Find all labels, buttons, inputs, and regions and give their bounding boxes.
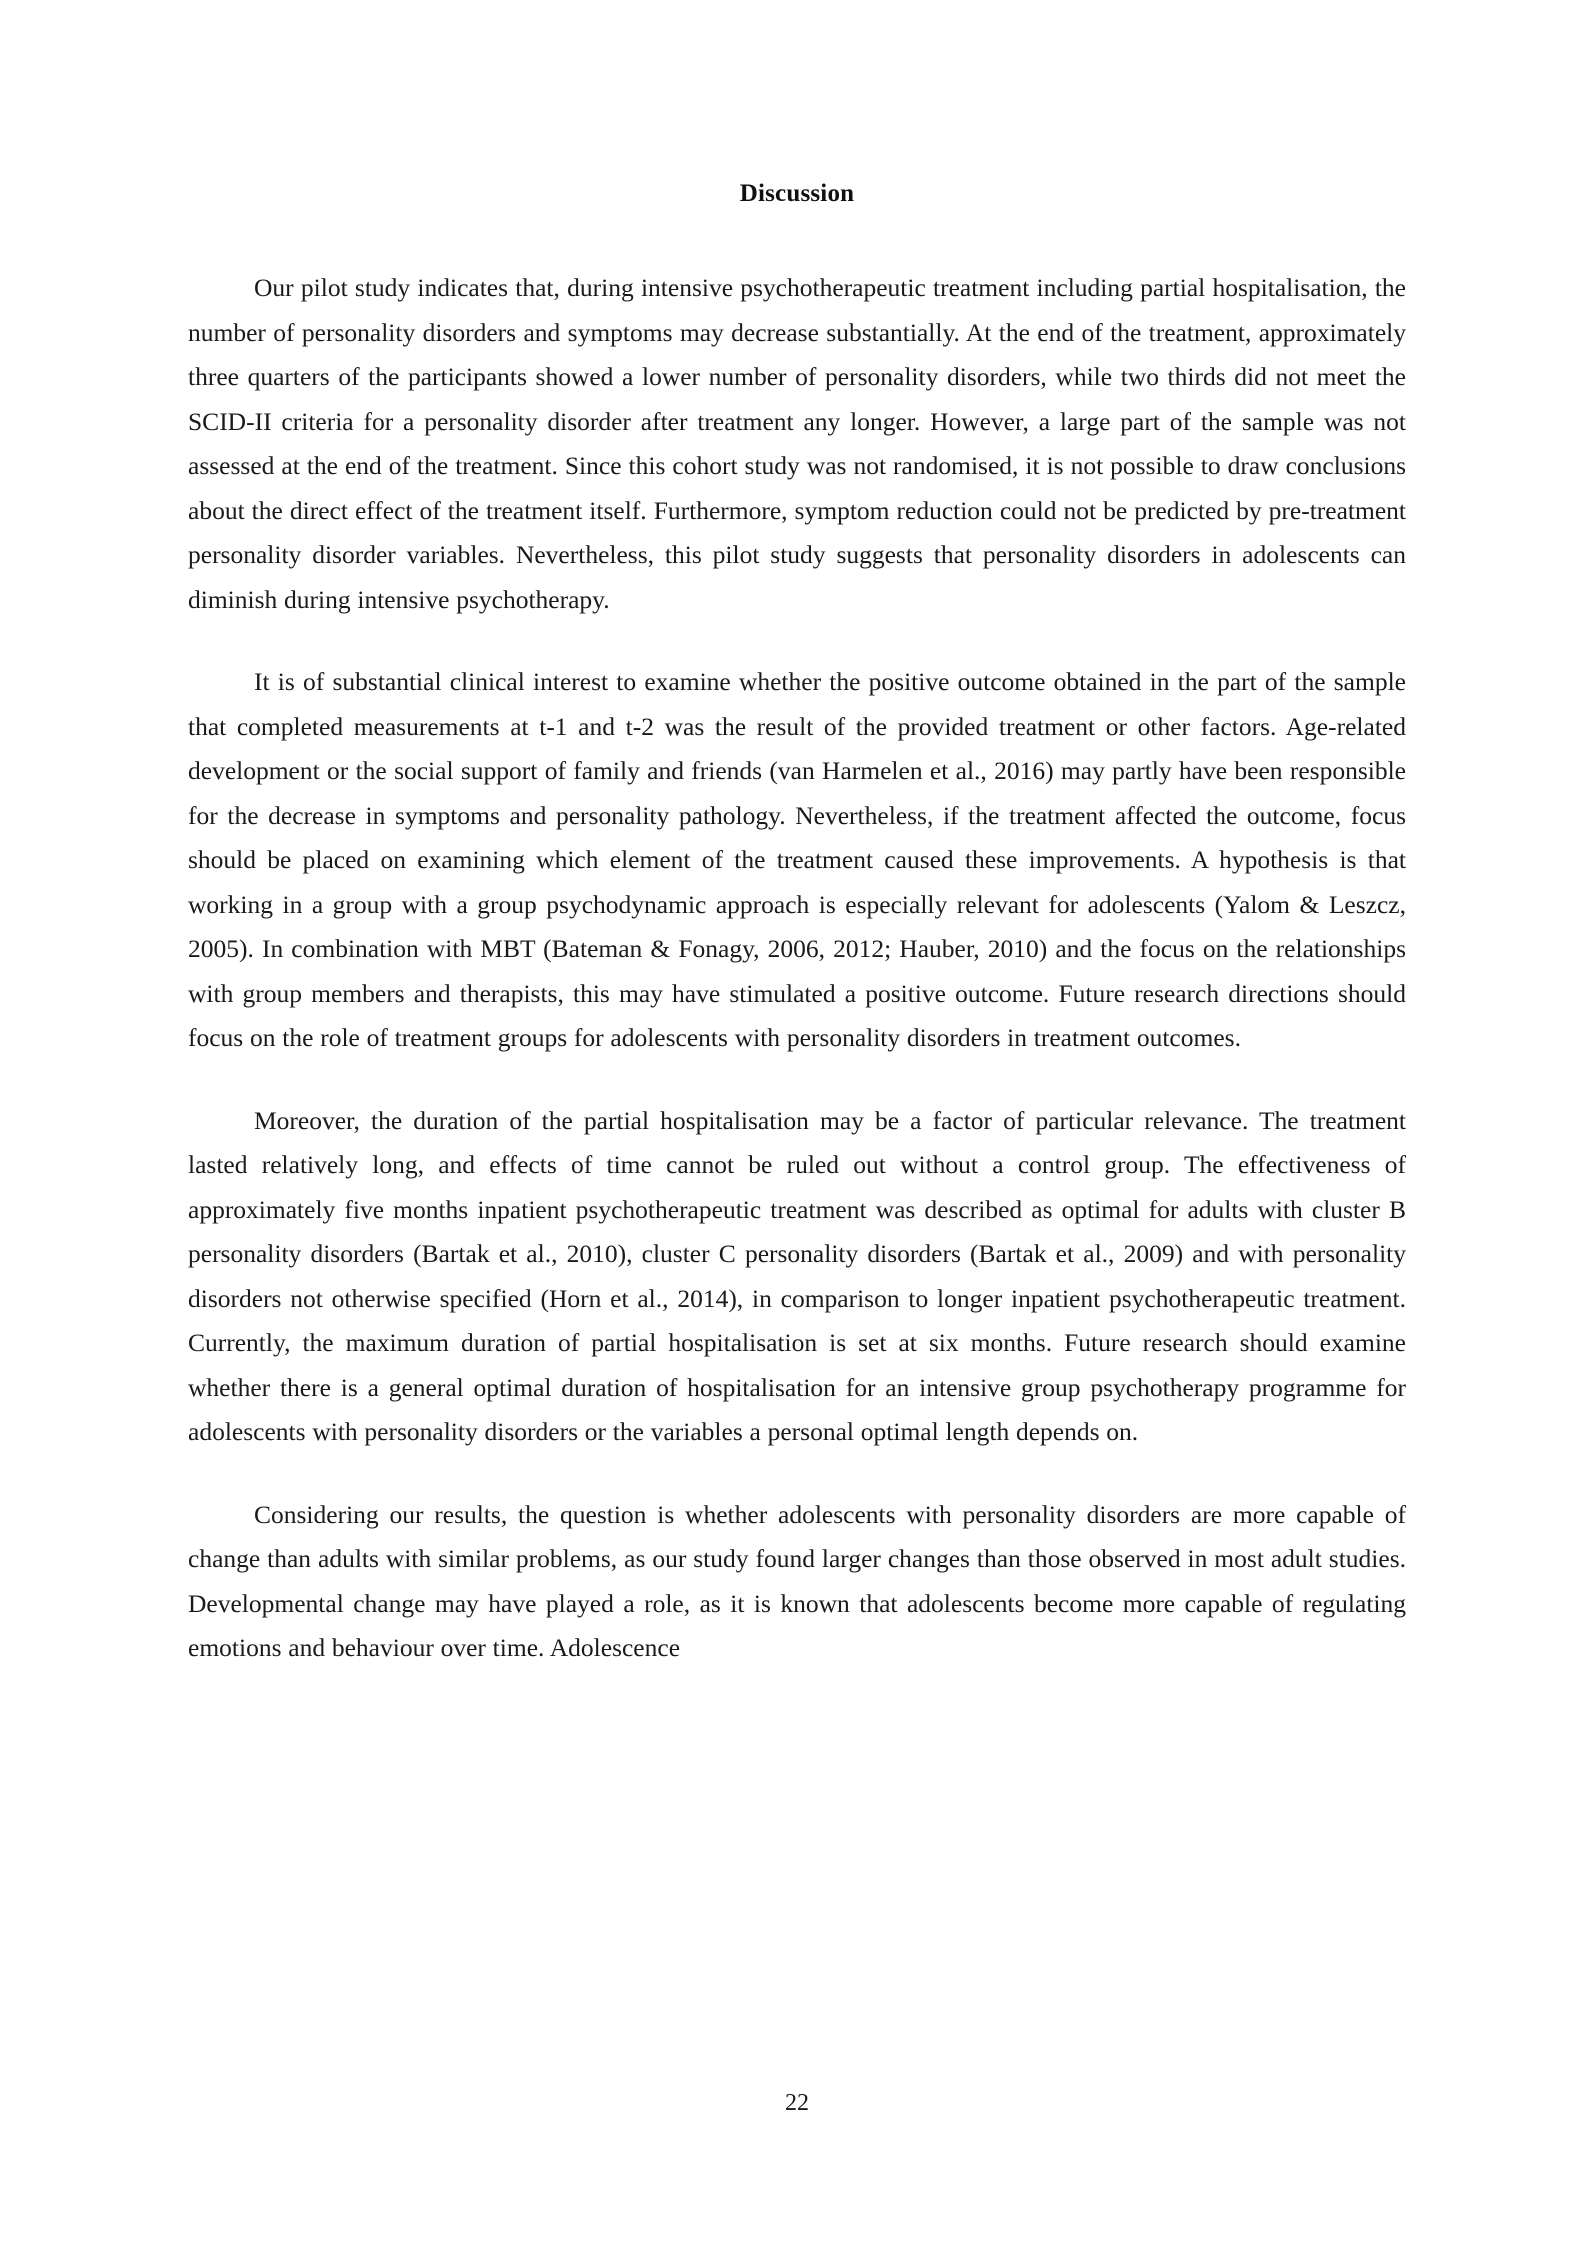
paragraph-3: Moreover, the duration of the partial hospitalisation may be a factor of particular relevance. The treatment lasted relatively long, and effects of time cannot be ruled out without a control group. The effectiveness of approximately five months inpatient psychotherapeutic treatment was described as optimal for adults with cluster B personality disorders (Bartak et al., 2010), cluster C personality disorders (Bartak et al., 2009) and with personality disorders not otherwise specified (Horn et al., 2014), in comparison to longer inpatient psychotherapeutic treatment. Currently, the maximum duration of partial hospitalisation is set at six months. Future research should examine whether there is a general optimal duration of hospitalisation for an intensive group psychotherapy programme for adolescents with personality disorders or the variables a personal optimal length depends on. [188, 1105, 1406, 1446]
paragraph-2: It is of substantial clinical interest to examine whether the positive outcome obtained in the part of the sample that completed measurements at t-1 and t-2 was the result of the provided treatment or other factors. Age-related development or the social support of family and friends (van Harmelen et al., 2016) may partly have been responsible for the decrease in symptoms and personality pathology. Nevertheless, if the treatment affected the outcome, focus should be placed on examining which element of the treatment caused these improvements. A hypothesis is that working in a group with a group psychodynamic approach is especially relevant for adolescents (Yalom & Leszcz, 2005). In combination with MBT (Bateman & Fonagy, 2006, 2012; Hauber, 2010) and the focus on the relationships with group members and therapists, this may have stimulated a positive outcome. Future research directions should focus on the role of treatment groups for adolescents with personality disorders in treatment outcomes. [188, 667, 1406, 1052]
page-number: 22 [785, 2090, 809, 2116]
section-heading: Discussion [739, 180, 855, 207]
page-content [188, 180, 1406, 1671]
paragraph-1: Our pilot study indicates that, during intensive psychotherapeutic treatment including partial hospitalisation, the number of personality disorders and symptoms may decrease substantially. At the end of the treatment, approximately three quarters of the participants showed a lower number of personality disorders, while two thirds did not meet the SCID-II criteria for a personality disorder after treatment any longer. However, a large part of the sample was not assessed at the end of the treatment. Since this cohort study was not randomised, it is not possible to draw conclusions about the direct effect of the treatment itself. Furthermore, symptom reduction could not be predicted by pre-treatment personality disorder variables. Nevertheless, this pilot study suggests that personality disorders in adolescents can diminish during intensive psychotherapy. [188, 273, 1406, 614]
paragraph-4: Considering our results, the question is whether adolescents with personality disorders are more capable of change than adults with similar problems, as our study found larger changes than those observed in most adult studies. Developmental change may have played a role, as it is known that adolescents become more capable of regulating emotions and behaviour over time. Adolescence [188, 1499, 1406, 1662]
